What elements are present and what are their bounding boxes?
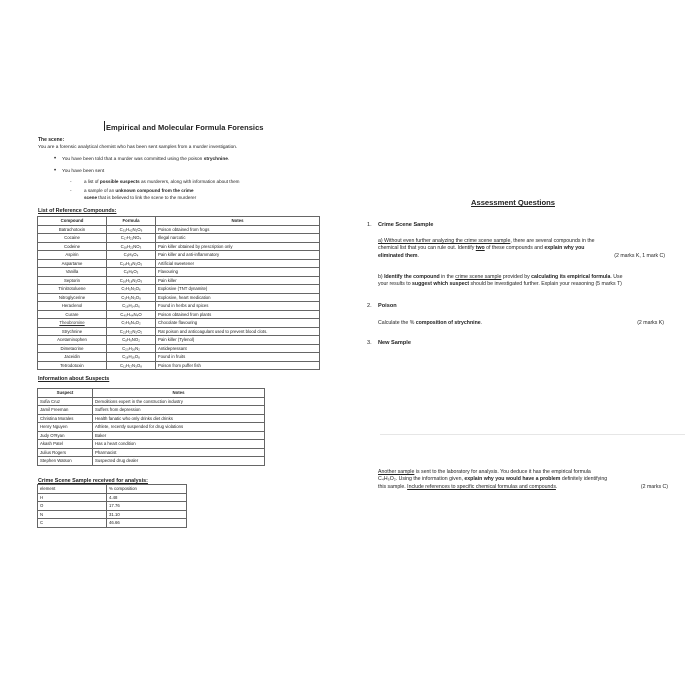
sample-cell-value: 46.66 [107,519,187,528]
reference-cell-notes: Rat poison and anticoagulant used to prevent blood clots. [156,327,320,336]
divider-line [380,434,685,435]
reference-cell-notes: Pain killer and anti-inflammatory [156,251,320,260]
text-cursor [104,121,105,131]
reference-row [38,344,320,353]
reference-cell-compound: Theobromine [38,319,107,328]
reference-cell-compound: Curare [38,310,107,319]
suspects-header-row [38,389,265,398]
scene-subitem-2: - a sample of an unknown compound from the crime scene that is believed to link the scene to the murderer [70,188,197,200]
reference-cell-notes: Illegal narcotic [156,234,320,243]
reference-row [38,251,320,260]
reference-cell-formula: C₁₈H₂₁NO₃ [107,242,156,251]
suspect-row [38,431,265,440]
reference-cell-formula: C₃₁H₄₂N₂O₆ [107,225,156,234]
reference-cell-notes: Poison obtained from frogs [156,225,320,234]
reference-cell-compound: Aspartame [38,259,107,268]
dash-icon: - [70,188,72,193]
reference-cell-formula: C₁₇H₂₁NO₄ [107,234,156,243]
reference-row [38,242,320,251]
question-1a-marks: (2 marks K, 1 mark C) [614,252,665,259]
reference-row [38,336,320,345]
suspect-cell-name: Henry Nguyen [38,423,93,432]
bullet-dot-icon: • [54,156,57,162]
reference-heading: List of Reference Compounds: [38,208,117,214]
reference-cell-notes: Pain killer (Tylenol) [156,336,320,345]
reference-cell-notes: Antidepressant [156,344,320,353]
suspect-row [38,414,265,423]
question-1-title: 1. Crime Scene Sample [367,222,434,228]
reference-cell-compound: Aspirin [38,251,107,260]
reference-cell-compound: Heraclenol [38,302,107,311]
suspect-row [38,423,265,432]
page-title: Empirical and Molecular Formula Forensics [106,123,264,132]
reference-cell-compound: Vanilla [38,268,107,277]
suspect-cell-notes: Suspected drug dealer [93,457,265,466]
col-suspect-notes: Notes [93,389,265,398]
reference-cell-formula: C₁₁H₁₇N₃O₈ [107,361,156,370]
suspect-cell-notes: Athlete, recently suspended for drug violations [93,423,265,432]
sample-header-row [38,485,187,494]
reference-cell-formula: C₂₁H₂₂N₂O₂ [107,327,156,336]
reference-row [38,268,320,277]
sample-row [38,502,187,511]
reference-row [38,285,320,294]
reference-cell-notes: Explosive (TNT dynamite) [156,285,320,294]
reference-cell-notes: Pain killer obtained by prescription only [156,242,320,251]
question-2-title: 2. Poison [367,303,397,309]
reference-cell-notes: Pain killer [156,276,320,285]
suspect-cell-name: Akash Patel [38,440,93,449]
reference-row [38,276,320,285]
question-3-marks: (2 marks C) [640,483,668,490]
reference-cell-formula: C₉H₈O₄ [107,251,156,260]
reference-table [37,216,320,370]
suspect-cell-name: Stephen Watson [38,457,93,466]
reference-row [38,293,320,302]
dash-icon: - [70,179,72,184]
sample-cell-value: 31.10 [107,510,187,519]
suspect-cell-name: Christina Morales [38,414,93,423]
reference-row [38,259,320,268]
reference-cell-compound: Codeine [38,242,107,251]
reference-cell-compound: Strychnine [38,327,107,336]
reference-cell-formula: C₇H₈N₄O₂ [107,319,156,328]
suspect-cell-name: Julius Rogers [38,448,93,457]
suspect-cell-notes: Demolitions expert in the construction industry [93,397,265,406]
reference-cell-notes: Artificial sweetener [156,259,320,268]
reference-cell-formula: C₂₀H₂₆N₂ [107,344,156,353]
col-element: element [38,485,107,494]
reference-cell-notes: Found in fruits [156,353,320,362]
suspect-row [38,406,265,415]
suspect-cell-notes: Health fanatic who only drinks diet drinks [93,414,265,423]
sample-table [37,484,187,528]
suspect-row [38,397,265,406]
col-formula: Formula [107,217,156,226]
reference-cell-formula: C₁₆H₁₄O₆ [107,302,156,311]
reference-row [38,361,320,370]
question-2: Calculate the % composition of strychnine. (2 marks K) [378,320,664,326]
sample-heading: Crime Scene Sample received for analysis: [38,478,148,484]
suspect-cell-name: Judy O'Ryan [38,431,93,440]
reference-cell-notes: Poison from puffer fish [156,361,320,370]
reference-cell-notes: Flavouring [156,268,320,277]
reference-row [38,234,320,243]
reference-row [38,225,320,234]
reference-cell-compound: Septorin [38,276,107,285]
reference-cell-formula: C₄₀H₄₄N₄O [107,310,156,319]
sample-cell-element: C [38,519,107,528]
reference-cell-formula: C₇H₅N₃O₆ [107,285,156,294]
scene-heading: The scene: [38,137,65,143]
suspects-heading: Information about Suspects [38,376,110,382]
col-suspect: Suspect [38,389,93,398]
reference-cell-compound: Dimetacrine [38,344,107,353]
col-compound: Compound [38,217,107,226]
suspect-row [38,448,265,457]
col-notes: Notes [156,217,320,226]
suspect-cell-name: Jamil Freeman [38,406,93,415]
reference-row [38,327,320,336]
sample-cell-element: H [38,493,107,502]
suspect-cell-notes: Baker [93,431,265,440]
scene-bullet-2: • You have been sent [54,168,105,174]
reference-header-row [38,217,320,226]
reference-cell-formula: C₈H₈O₃ [107,268,156,277]
suspect-cell-notes: Has a heart condition [93,440,265,449]
reference-cell-notes: Explosive, heart medication [156,293,320,302]
reference-cell-compound: Trinitrotoluene [38,285,107,294]
reference-cell-notes: Found in herbs and spices [156,302,320,311]
assessment-title: Assessment Questions [471,198,555,207]
bullet-dot-icon: • [54,168,57,174]
reference-cell-notes: Chocolate flavouring [156,319,320,328]
sample-row [38,493,187,502]
sample-row [38,519,187,528]
reference-row [38,353,320,362]
question-1a: a) Without even further analyzing the crime scene sample, there are several compounds in the chemical list that you can rule out. Identify two of these compounds and explain why you eliminated them. (2 marks K, 1 mark C) [378,238,665,259]
reference-cell-compound: Acetaminophen [38,336,107,345]
sample-cell-value: 4.48 [107,493,187,502]
scene-subitem-1: - a list of possible suspects as murderers, along with information about them [70,179,240,184]
reference-cell-formula: C₈H₉NO₂ [107,336,156,345]
sample-row [38,510,187,519]
reference-row [38,302,320,311]
reference-cell-compound: Batrachotoxin [38,225,107,234]
reference-cell-compound: Tetrodotoxin [38,361,107,370]
suspect-cell-notes: Pharmacist [93,448,265,457]
reference-cell-compound: Nitroglycerine [38,293,107,302]
col-composition: % composition [107,485,187,494]
reference-cell-formula: C₁₈H₁₆O₈ [107,353,156,362]
suspect-cell-name: Sofia Cruz [38,397,93,406]
question-3-title: 3. New Sample [367,340,411,346]
sample-cell-element: N [38,510,107,519]
scene-intro: You are a forensic analytical chemist who has been sent samples from a murder investigation. [38,145,238,150]
question-2-marks: (2 marks K) [637,320,664,326]
sample-cell-element: O [38,502,107,511]
question-1b: b) Identify the compound in the crime scene sample provided by calculating its empirical formula. Use your results to suggest which suspect should be investigated further. Explain your reasoning (5 marks T) [378,274,623,288]
reference-row [38,319,320,328]
suspect-cell-notes: Suffers from depression [93,406,265,415]
reference-cell-formula: C₁₄H₁₈N₂O₅ [107,259,156,268]
sample-cell-value: 17.76 [107,502,187,511]
suspect-row [38,440,265,449]
reference-cell-formula: C₃H₅N₃O₉ [107,293,156,302]
reference-row [38,310,320,319]
reference-cell-formula: C₁₆H₁₈N₂O₅ [107,276,156,285]
reference-cell-compound: Jaceidin [38,353,107,362]
suspect-row [38,457,265,466]
reference-cell-notes: Poison obtained from plants [156,310,320,319]
reference-cell-compound: Cocaine [38,234,107,243]
scene-bullet-1: • You have been told that a murder was committed using the poison strychnine. [54,156,230,162]
question-3: Another sample is sent to the laboratory for analysis. You deduce it has the empirical formula C₄H₅O₂. Using the information given, explain why you would have a problem definitely identifying this sample. Include references to specific chemical formulas and compounds. (2 marks C) [378,469,668,490]
question-1b-marks: (5 marks T) [595,281,622,288]
suspects-table [37,388,265,466]
